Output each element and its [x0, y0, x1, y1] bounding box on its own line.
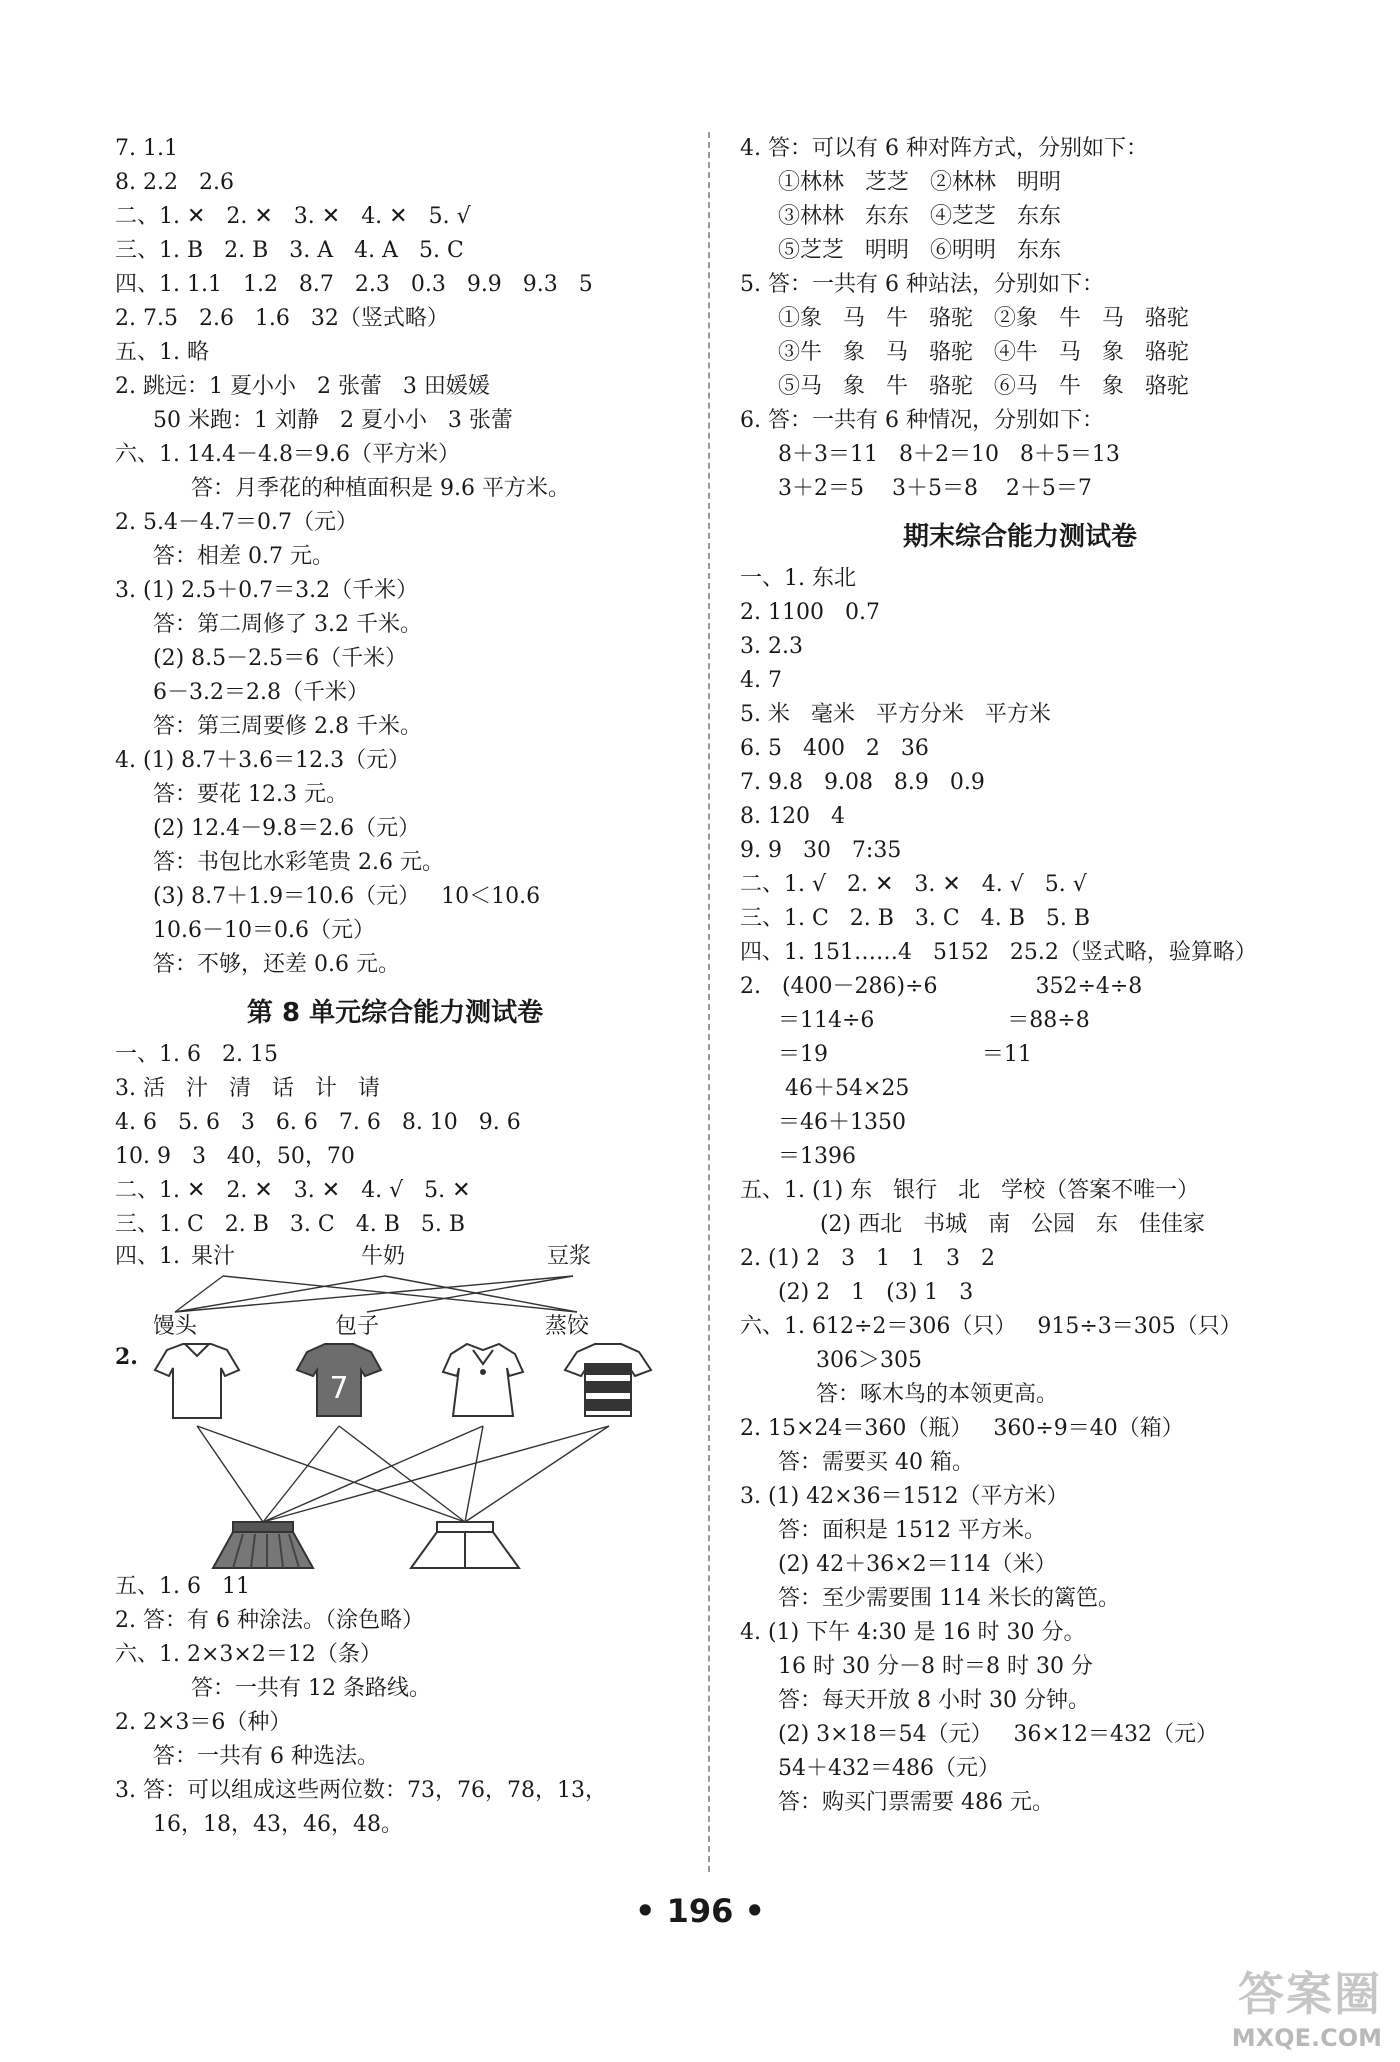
answer-line: 2. 7.5 2.6 1.6 32（竖式略）: [115, 306, 449, 331]
watermark-url: MXQE.COM: [1231, 2024, 1382, 2052]
page-number: • 196 •: [635, 1892, 765, 1930]
answer-line: 306＞305: [816, 1348, 922, 1373]
unit8-test-title: 第 8 单元综合能力测试卷: [246, 998, 544, 1028]
answer-line: 二、1. ✕ 2. ✕ 3. ✕ 4. √ 5. ✕: [115, 1178, 471, 1203]
answer-line: 一、1. 东北: [740, 566, 856, 591]
answer-line: 四、1. 1.1 1.2 8.7 2.3 0.3 9.9 9.3 5: [115, 272, 593, 297]
answer-line: 3. (1) 42×36＝1512（平方米）: [740, 1484, 1069, 1509]
answer-line: 4. (1) 下午 4:30 是 16 时 30 分。: [740, 1620, 1086, 1645]
numbered-tshirt-icon: [297, 1344, 381, 1416]
answer-line: 8. 2.2 2.6: [115, 170, 234, 195]
label-baozi: 包子: [335, 1314, 380, 1339]
answer-line: 2. 2×3＝6（种）: [115, 1710, 292, 1735]
answer-line: 7. 1.1: [115, 136, 178, 161]
label-mantou: 馒头: [153, 1314, 198, 1339]
answer-line: 5. 米 毫米 平方分米 平方米: [740, 702, 1051, 727]
answer-line: 答：一共有 6 种选法。: [153, 1744, 379, 1769]
answer-line: (2) 42＋36×2＝114（米）: [778, 1552, 1057, 1577]
answer-line: 答：啄木鸟的本领更高。: [816, 1382, 1059, 1407]
answer-line: 8. 120 4: [740, 804, 845, 829]
answer-line: 答：面积是 1512 平方米。: [778, 1518, 1046, 1543]
answer-line: 4. 6 5. 6 3 6. 6 7. 6 8. 10 9. 6: [115, 1110, 521, 1135]
matching1-lines: [115, 1242, 675, 1342]
a-line-skirt-icon: [411, 1522, 519, 1568]
answer-line: 10.6－10＝0.6（元）: [153, 918, 375, 943]
answer-line: 6. 5 400 2 36: [740, 736, 929, 761]
answer-line: 54＋432＝486（元）: [778, 1756, 1000, 1781]
answer-line: ＝19 ＝11: [778, 1042, 1032, 1067]
label-soymilk: 豆浆: [547, 1244, 592, 1269]
answer-line: ①林林 芝芝 ②林林 明明: [778, 170, 1061, 195]
answer-line: 3. 活 汁 清 话 计 请: [115, 1076, 380, 1101]
answer-line: (2) 3×18＝54（元） 36×12＝432（元）: [778, 1722, 1218, 1747]
answer-line: 答：至少需要围 114 米长的篱笆。: [778, 1586, 1120, 1611]
answer-line: 16 时 30 分－8 时＝8 时 30 分: [778, 1654, 1093, 1679]
answer-line: 6. 答：一共有 6 种情况，分别如下：: [740, 408, 1104, 433]
answer-line: (2) 2 1 (3) 1 3: [778, 1280, 974, 1305]
answer-line: 答：每天开放 8 小时 30 分钟。: [778, 1688, 1090, 1713]
answer-line: 2. (400－286)÷6 352÷4÷8: [740, 974, 1143, 999]
unit8-answers-part1: [115, 1038, 675, 1242]
answer-line: 二、1. ✕ 2. ✕ 3. ✕ 4. ✕ 5. √: [115, 204, 471, 229]
answer-line: ③牛 象 马 骆驼 ④牛 马 象 骆驼: [778, 340, 1189, 365]
answer-line: 三、1. C 2. B 3. C 4. B 5. B: [740, 906, 1091, 931]
answer-line: 六、1. 2×3×2＝12（条）: [115, 1642, 382, 1667]
answer-line: 2. 5.4－4.7＝0.7（元）: [115, 510, 358, 535]
answer-line: 三、1. B 2. B 3. A 4. A 5. C: [115, 238, 464, 263]
answer-line: 2. 15×24＝360（瓶） 360÷9＝40（箱）: [740, 1416, 1184, 1441]
unit8-answers-part2: [115, 1570, 675, 1842]
answer-line: 五、1. 6 11: [115, 1574, 250, 1599]
answer-line: 10. 9 3 40，50，70: [115, 1144, 355, 1169]
answer-line: 四、1. 151……4 5152 25.2（竖式略，验算略）: [740, 940, 1257, 965]
answer-line: ①象 马 牛 骆驼 ②象 牛 马 骆驼: [778, 306, 1189, 331]
answer-line: 答：需要买 40 箱。: [778, 1450, 974, 1475]
answer-line: (2) 12.4－9.8＝2.6（元）: [153, 816, 421, 841]
answer-line: ＝114÷6 ＝88÷8: [778, 1008, 1090, 1033]
answer-line: (2) 西北 书城 南 公园 东 佳佳家: [778, 1212, 1206, 1237]
left-answers-part1: [115, 132, 675, 982]
answer-line: 3. 答：可以组成这些两位数：73，76，78，13，: [115, 1778, 607, 1803]
right-answers-part1: [740, 132, 1300, 506]
pleated-skirt-icon: [213, 1522, 313, 1568]
answer-line: 4. (1) 8.7＋3.6＝12.3（元）: [115, 748, 411, 773]
answer-line: 46＋54×25: [778, 1076, 910, 1101]
answer-line: 2. 跳远：1 夏小小 2 张蕾 3 田媛媛: [115, 374, 490, 399]
answer-line: 4. 答：可以有 6 种对阵方式，分别如下：: [740, 136, 1148, 161]
answer-line: 六、1. 14.4－4.8＝9.6（平方米）: [115, 442, 460, 467]
answer-line: 答：一共有 12 条路线。: [191, 1676, 431, 1701]
shirt-number: 7: [329, 1371, 349, 1406]
answer-line: ⑤马 象 牛 骆驼 ⑥马 牛 象 骆驼: [778, 374, 1189, 399]
answer-line: 3＋2＝5 3＋5＝8 2＋5＝7: [778, 476, 1092, 501]
blouse-icon: [443, 1344, 523, 1416]
answer-line: 3. (1) 2.5＋0.7＝3.2（千米）: [115, 578, 419, 603]
answer-line: (2) 8.5－2.5＝6（千米）: [153, 646, 408, 671]
answer-line: 答：月季花的种植面积是 9.6 平方米。: [191, 476, 570, 501]
answer-line: 16，18，43，46，48。: [153, 1812, 403, 1837]
answer-line: 2. (1) 2 3 1 1 3 2: [740, 1246, 996, 1271]
answer-line: 三、1. C 2. B 3. C 4. B 5. B: [115, 1212, 466, 1237]
answer-line: 答：购买门票需要 486 元。: [778, 1790, 1054, 1815]
answer-line: 7. 9.8 9.08 8.9 0.9: [740, 770, 985, 795]
final-test-answers: [740, 562, 1300, 1820]
answer-line: 二、1. √ 2. ✕ 3. ✕ 4. √ 5. √: [740, 872, 1087, 897]
collared-shirt-icon: [155, 1344, 239, 1418]
answer-line: 五、1. (1) 东 银行 北 学校（答案不唯一）: [740, 1178, 1200, 1203]
answer-line: 答：第三周要修 2.8 千米。: [153, 714, 422, 739]
matching2-lines: [197, 1426, 609, 1522]
answer-line: 答：书包比水彩笔贵 2.6 元。: [153, 850, 444, 875]
label-milk: 牛奶: [361, 1244, 406, 1269]
final-test-title: 期末综合能力测试卷: [902, 522, 1137, 552]
watermark-logo: [1232, 1958, 1382, 2052]
answer-line: ＝1396: [778, 1144, 856, 1169]
answer-line: 3. 2.3: [740, 634, 803, 659]
matching2-figure: [115, 1342, 675, 1570]
matching-food-diagram: [115, 1242, 675, 1342]
left-column: [115, 132, 675, 1842]
striped-shirt-icon: [565, 1344, 651, 1416]
matching2-number: 2.: [115, 1344, 138, 1370]
answer-line: ③林林 东东 ④芝芝 东东: [778, 204, 1061, 229]
matching-clothes-diagram: [115, 1342, 675, 1570]
answer-line: 答：不够，还差 0.6 元。: [153, 952, 400, 977]
answer-line: 一、1. 6 2. 15: [115, 1042, 278, 1067]
answer-line: 2. 答：有 6 种涂法。（涂色略）: [115, 1608, 424, 1633]
answer-line: 9. 9 30 7:35: [740, 838, 902, 863]
answer-line: 答：第二周修了 3.2 千米。: [153, 612, 422, 637]
watermark-logo-text: 答案圈: [1238, 1967, 1382, 2021]
answer-line: ⑤芝芝 明明 ⑥明明 东东: [778, 238, 1061, 263]
answer-line: 8＋3＝11 8＋2＝10 8＋5＝13: [778, 442, 1120, 467]
answer-line: 2. 1100 0.7: [740, 600, 880, 625]
answer-line: 4. 7: [740, 668, 782, 693]
answer-line: (3) 8.7＋1.9＝10.6（元） 10＜10.6: [153, 884, 541, 909]
answer-line: 答：相差 0.7 元。: [153, 544, 334, 569]
label-steamed-dumpling: 蒸饺: [545, 1314, 590, 1339]
matching1-prefix: 四、1.: [115, 1244, 180, 1269]
answer-line: 6－3.2＝2.8（千米）: [153, 680, 369, 705]
answer-line: 五、1. 略: [115, 340, 209, 365]
column-divider: [708, 132, 710, 1872]
answer-line: 50 米跑：1 刘静 2 夏小小 3 张蕾: [153, 408, 513, 433]
answer-line: 5. 答：一共有 6 种站法，分别如下：: [740, 272, 1104, 297]
answer-line: 六、1. 612÷2＝306（只） 915÷3＝305（只）: [740, 1314, 1242, 1339]
right-column: [740, 132, 1300, 1820]
answer-line: 答：要花 12.3 元。: [153, 782, 348, 807]
answer-line: ＝46＋1350: [778, 1110, 906, 1135]
label-juice: 果汁: [191, 1244, 236, 1269]
